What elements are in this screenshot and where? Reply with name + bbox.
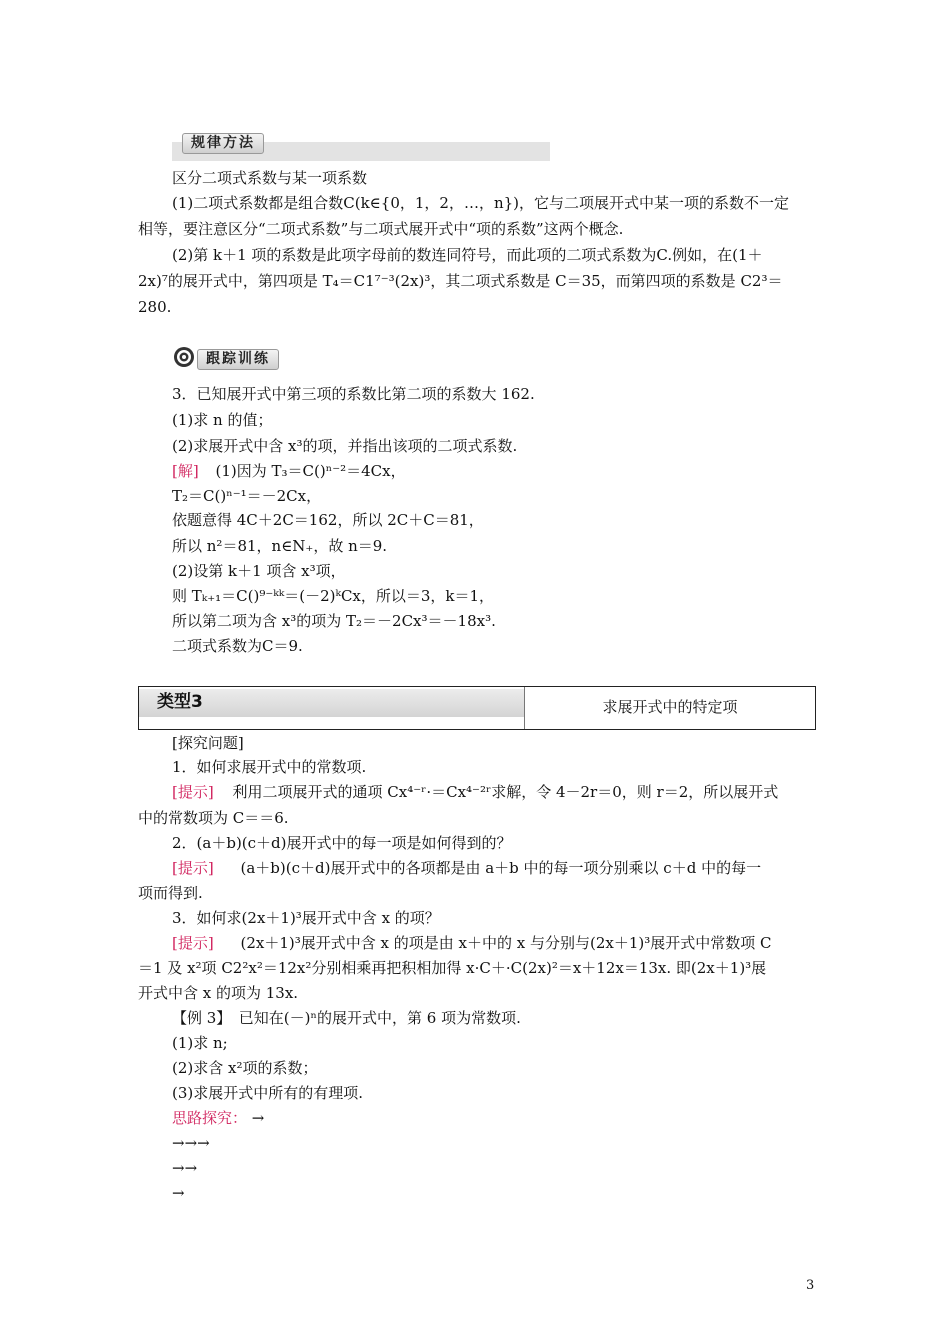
explore-h3-line3: 开式中含 x 的项为 13x. <box>138 984 299 1002</box>
type-title: 求展开式中的特定项 <box>602 698 738 716</box>
solution-tag: [解] <box>172 462 199 480</box>
example-part3: (3)求展开式中所有的有理项. <box>172 1084 364 1102</box>
hint3-text: (2x＋1)³展开式中含 x 的项是由 x＋中的 x 与分别与(2x＋1)³展开式中常数项 C <box>240 934 772 952</box>
explore-h1-line1 <box>172 782 778 802</box>
hint1-text: 利用二项展开式的通项 Cx⁴⁻ʳ·＝Cx⁴⁻²ʳ求解，令 4－2r＝0，则 r＝2，所以展开式 <box>232 783 779 801</box>
solution-line5: (2)设第 k＋1 项含 x³项， <box>172 562 346 580</box>
exercise-part1: (1)求 n 的值； <box>172 411 273 429</box>
rules-p1-line1: (1)二项式系数都是组合数C(k∈{0，1，2，…，n})，它与二项展开式中某一项的系数不一定 <box>172 194 790 212</box>
explore-heading: [探究问题] <box>172 734 244 752</box>
hint-tag: [提示] <box>172 783 214 801</box>
hint-tag: [提示] <box>172 859 214 877</box>
rules-p2-line2: 2x)⁷的展开式中，第四项是 T₄＝C1⁷⁻³(2x)³，其二项式系数是 C＝35，而第四项的系数是 C2³＝ <box>138 272 783 290</box>
rules-p1-line2: 相等，要注意区分“二项式系数”与二项式展开式中“项的系数”这两个概念. <box>138 220 624 238</box>
solution-line6: 则 Tₖ₊₁＝C()⁹⁻ᵏᵏ＝(－2)ᵏCx，所以＝3，k＝1， <box>172 587 495 605</box>
solution-line8: 二项式系数为C＝9. <box>172 637 303 655</box>
explore-h1-line2: 中的常数项为 C＝＝6. <box>138 809 289 827</box>
exercise-part2: (2)求展开式中含 x³的项，并指出该项的二项式系数. <box>172 437 518 455</box>
thinking-arrow-1: → <box>251 1109 265 1127</box>
explore-q1: 1．如何求展开式中的常数项. <box>172 758 367 776</box>
rules-p2-line1: (2)第 k＋1 项的系数是此项字母前的数连同符号，而此项的二项式系数为C.例如，在(1＋ <box>172 246 763 264</box>
explore-h3-line1 <box>172 933 772 953</box>
explore-q3: 3．如何求(2x＋1)³展开式中含 x 的项？ <box>172 909 440 927</box>
page-number: 3 <box>806 1278 815 1293</box>
thinking-arrow-4: → <box>172 1184 185 1202</box>
solution-text1: (1)因为 T₃＝C()ⁿ⁻²＝4Cx， <box>215 462 406 480</box>
example-part1: (1)求 n; <box>172 1034 228 1052</box>
explore-h2-line2: 项而得到. <box>138 884 203 902</box>
explore-h2-line1 <box>172 858 761 878</box>
rules-p2-line3: 280. <box>138 298 172 316</box>
solution-line1 <box>172 461 406 481</box>
thinking-label: 思路探究： <box>172 1109 248 1127</box>
example-title: 【例 3】 已知在(－)ⁿ的展开式中，第 6 项为常数项. <box>172 1009 521 1027</box>
explore-q2: 2．(a＋b)(c＋d)展开式中的每一项是如何得到的？ <box>172 834 512 852</box>
tracking-section-title: 跟踪训练 <box>197 349 279 370</box>
example-part2: (2)求含 x²项的系数； <box>172 1059 318 1077</box>
target-icon <box>173 346 195 368</box>
solution-line4: 所以 n²＝81，n∈N₊，故 n＝9. <box>172 537 388 555</box>
type-label: 类型3 <box>157 692 203 712</box>
hint2-text: (a＋b)(c＋d)展开式中的各项都是由 a＋b 中的每一项分别乘以 c＋d 中的每一 <box>240 859 762 877</box>
thinking-arrow-3: →→ <box>172 1159 198 1177</box>
solution-line3: 依题意得 4C＋2C＝162，所以 2C＋C＝81， <box>172 511 484 529</box>
type-header-box <box>138 686 816 730</box>
example-thinking <box>172 1108 264 1128</box>
rules-heading: 区分二项式系数与某一项系数 <box>172 169 368 187</box>
thinking-arrow-2: →→→ <box>172 1134 210 1152</box>
rules-section-title: 规律方法 <box>182 133 264 154</box>
hint-tag: [提示] <box>172 934 214 952</box>
explore-h3-line2: ＝1 及 x²项 C2²x²＝12x²分别相乘再把积相加得 x·C＋·C(2x)²＝x＋12x＝13x. 即(2x＋1)³展 <box>138 959 767 977</box>
solution-line2: T₂＝C()ⁿ⁻¹＝－2Cx， <box>172 487 322 505</box>
exercise-question: 3．已知展开式中第三项的系数比第二项的系数大 162. <box>172 385 535 403</box>
solution-line7: 所以第二项为含 x³的项为 T₂＝－2Cx³＝－18x³. <box>172 612 496 630</box>
